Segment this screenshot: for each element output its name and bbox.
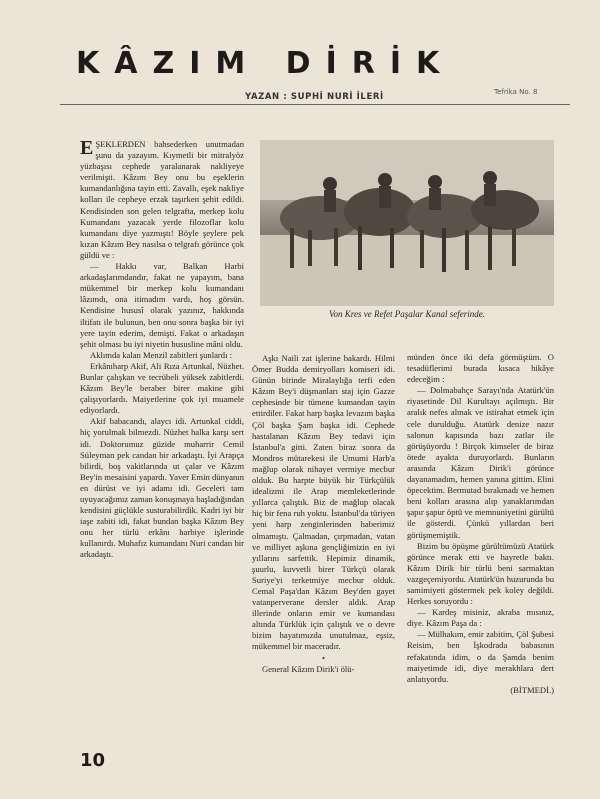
author-line: YAZAN : SUPHİ NURİ İLERİ [245, 92, 384, 102]
separator-dot: • [321, 652, 325, 663]
paragraph: ŞEKLERDEN bahsederken unutmadan şunu da yazayım. Kıymetli bir mitralyöz yüzbaşısı cephede yaralanarak nakliyeye verilmişti. Kâzım Bey onu bu eşeklerin kumandanlığına tayin etti. Zavallı, eşek nakliye kolları ile cepheye erzak taşırken şehit edildi. Kendisinden son gelen telgrafta, merkep kolu Kumandanı yazacak yerde filozoflar kolu kumandanı diye yazmıştı! Böyle şeylere pek kızan Kâzım Bey nasılsa o telgrafı görünce çok güldü ve : [80, 139, 244, 260]
paragraph: Erkânıharp Akif, Ali Rıza Artunkal, Nüzhet. Bunlar çalışkan ve tecrübeli yüksek zabitlerdi. Kâzım Bey'le beraber birer makine gibi çalışıyorlardı. Maiyetlerine çok iyi muamele ediyorlardı. [80, 360, 244, 416]
text-column-3 [407, 352, 554, 696]
article-title: KÂZIM DİRİK [76, 46, 455, 81]
paragraph: — Dolmabahçe Sarayı'nda Atatürk'ün riyasetinde Dil Kurultayı açılmıştı. Bir aralık nefes almak ve istirahat etmek için cele durulduğu. Atatürk denize nazır salonun kapısında bazı zatlar ile görüşüyordu ! Birçok kimseler de biraz ötede ayakta duruyorlardı. Bunların arasında Kâzım Dirik'i görünce dayanamadım, hemen yanına gittim. Elini öpecektim. Bermutad bırakmadı ve hemen beni kolları arasına alıp yanaklarımdan şapır şapur öptü ve memnuniyetini gürültü ile gösterdi. Çünkü yıllardan beri görüşmemiştik. [407, 385, 554, 540]
closing-note: General Kâzım Dirik'i ölü- [262, 663, 355, 674]
to-be-continued: (BİTMEDİ.) [510, 684, 554, 695]
historical-photo [260, 140, 554, 306]
paragraph: Bizim bu öpüşme gürültümüzü Atatürk görünce merak etti ve hayretle baktı. Kâzım Dirik bir türlü beni sarmaktan vazgeçemiyordu. Atatürk'ün huzurunda bu samimiyeti göstermek pek koley değildi. Herkes soruyordu : [407, 540, 554, 607]
header-rule [60, 104, 570, 105]
page-number: 10 [80, 750, 106, 771]
text-column-2 [252, 353, 395, 675]
paragraph: — Kardeş misiniz, akraba mısınız, diye. Kâzım Paşa da : [407, 607, 554, 629]
paragraph: Aşkı Naili zat işlerine bakardı. Hilmi Ömer Budda demiryolları komiseri idi. Günün birinde Miralaylığa terfi eden Kâzım Bey'i düşmanları staj için Gazze cephesinde bir tümene kumandan tayin ettirdiler. Fakat harp başka levazım başka Çöl başka Şam başka idi. Cephede hastalanan Kâzım Bey tedavi için İstanbul'a gitti. Zaten biraz sonra da Mondros mütarekesi ile Umumi Harb'a mağlup olarak nihayet vermiye mecbur olduk. Bu harpte büyük bir Türkçülük idealizmi ile Arap memleketlerinde yıllarca çalıştık. Biz de mağlup olacak hiç bir fena ruh yoktu. İstanbul'da türiyen yeni harp zenginlerinden haberimiz olmamıştı. Çalmadan, çırpmadan, vatan ve milliyet aşkına gençliğimizin en iyi yıllarını sarfettik. Hepimiz dinamik, şuurlu, kuvvetli birer Türkçü olarak Suriye'yi terketmiye mecbur olduk. Cemal Paşa'dan Kâzım Bey'den gayet vatanperverane dersler aldık. Arap illerinde onların emir ve kumandası altında Türklük için çalıştık ve o devre bizim hayatımızda unutulmaz, eşsiz, mükemmel bir maceradır. [252, 353, 395, 652]
drop-cap: E [80, 137, 94, 159]
camel-caravan-image [260, 140, 554, 306]
serial-number: Tefrika No. 8 [494, 88, 538, 96]
paragraph: münden önce iki defa görmüştüm. O tesadüflerimi burada kısaca hikâye edeceğim : [407, 352, 554, 385]
text-column-1 [80, 139, 244, 561]
paragraph: Aklımda kalan Menzil zabitleri şunlardı : [90, 349, 232, 360]
paragraph: Akif babacandı, alaycı idi. Artunkal ciddi, hiç yorulmak bilmezdi. Nüzhet halka karşı sert idi. Doktorumuz güzide muharrir Cemil Süleyman pek candan bir arkadaştı. İyi Arapça bilirdi, boş vakitlarında ut çalar ve Kâzım Bey'in mesaisini yapardı. Yaver Emin dünyanın en dürüst ve iyi adamı idi. Geceleri tam uyuyacağımız zaman konuşmaya başladığından kendisini güçlükle susturabilirdik. Kadri iyi bir iaşe zabiti idi, fakat bundan başka Kâzım Bey onu her türlü erkânı harbiye işlerinde kullanırdı. Muhafız kumandanı Nuri candan bir arkadaştı. [80, 416, 244, 560]
paragraph: — Hakkı var, Balkan Harbi arkadaşlarımdandır, fakat ne yapayım, bana mükemmel bir merkep kolu kumandanı lâzımdı, ona itimadım vardı, hoş görsün. Kendisine hususî olarak yazınız, hakkında iltifatı ile bulunun, ben onu sonra başka bir iyi yere tayin ederim, demişti. Fakat o arkadaşın şehit olması bu iyi niyetin hususline mâni oldu. [80, 261, 244, 349]
photo-caption: Von Kres ve Refet Paşalar Kanal seferinde. [329, 309, 485, 319]
paragraph: — Mülhakım, emir zabitim, Çöl Şubesi Reisim, ben İşkodrada babasının refakatında idim, o da Şamda benim maiyetimde idi, diye merakhlara dert anlatıyordu. [407, 629, 554, 684]
